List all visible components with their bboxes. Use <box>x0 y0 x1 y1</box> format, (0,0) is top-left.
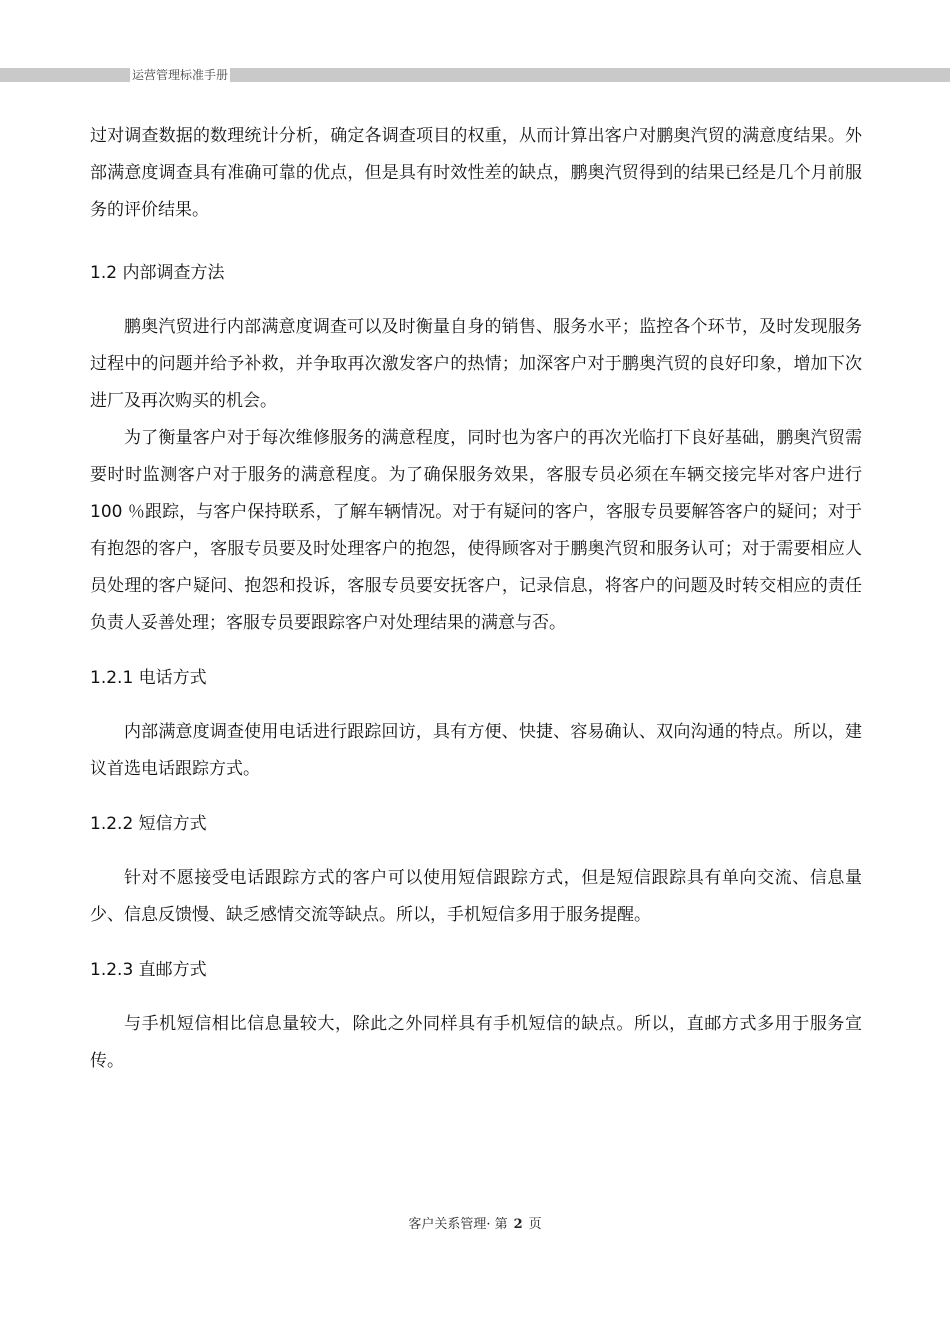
paragraph-1-2-3: 与手机短信相比信息量较大，除此之外同样具有手机短信的缺点。所以，直邮方式多用于服务宣传。 <box>90 1014 862 1071</box>
heading-1-2-2: 1.2.2 短信方式 <box>90 814 207 834</box>
page-content <box>90 118 862 1080</box>
paragraph-1-2-b: 为了衡量客户对于每次维修服务的满意程度，同时也为客户的再次光临打下良好基础，鹏奥汽贸需要时时监测客户对于服务的满意程度。为了确保服务效果，客服专员必须在车辆交接完毕对客户进行 100 ％跟踪，与客户保持联系，了解车辆情况。对于有疑问的客户，客服专员要解答客户的疑问；对于有抱怨的客户，客服专员要及时处理客户的抱怨，使得顾客对于鹏奥汽贸和服务认可；对于需要相应人员处理的客户疑问、抱怨和投诉，客服专员要安抚客户，记录信息，将客户的问题及时转交相应的责任负责人妥善处理；客服专员要跟踪客户对处理结果的满意与否。 <box>90 428 862 633</box>
page-footer <box>0 1216 950 1234</box>
header-title: 运营管理标准手册 <box>132 68 229 82</box>
paragraph-1-2-2: 针对不愿接受电话跟踪方式的客户可以使用短信跟踪方式，但是短信跟踪具有单向交流、信息量少、信息反馈慢、缺乏感情交流等缺点。所以，手机短信多用于服务提醒。 <box>90 868 862 925</box>
heading-1-2: 1.2 内部调查方法 <box>90 263 225 283</box>
heading-1-2-1: 1.2.1 电话方式 <box>90 668 207 688</box>
footer-prefix: 客户关系管理· 第 <box>408 1217 508 1232</box>
footer-page-number: 2 <box>513 1217 523 1232</box>
paragraph-1-2-a: 鹏奥汽贸进行内部满意度调查可以及时衡量自身的销售、服务水平；监控各个环节，及时发现服务过程中的问题并给予补救，并争取再次激发客户的热情；加深客户对于鹏奥汽贸的良好印象，增加下次进厂及再次购买的机会。 <box>90 317 862 411</box>
footer-suffix: 页 <box>528 1217 542 1232</box>
paragraph-intro: 过对调查数据的数理统计分析，确定各调查项目的权重，从而计算出客户对鹏奥汽贸的满意度结果。外部满意度调查具有准确可靠的优点，但是具有时效性差的缺点，鹏奥汽贸得到的结果已经是几个月前服务的评价结果。 <box>90 126 862 220</box>
heading-1-2-3: 1.2.3 直邮方式 <box>90 960 207 980</box>
paragraph-1-2-1: 内部满意度调查使用电话进行跟踪回访，具有方便、快捷、容易确认、双向沟通的特点。所以，建议首选电话跟踪方式。 <box>90 722 862 779</box>
